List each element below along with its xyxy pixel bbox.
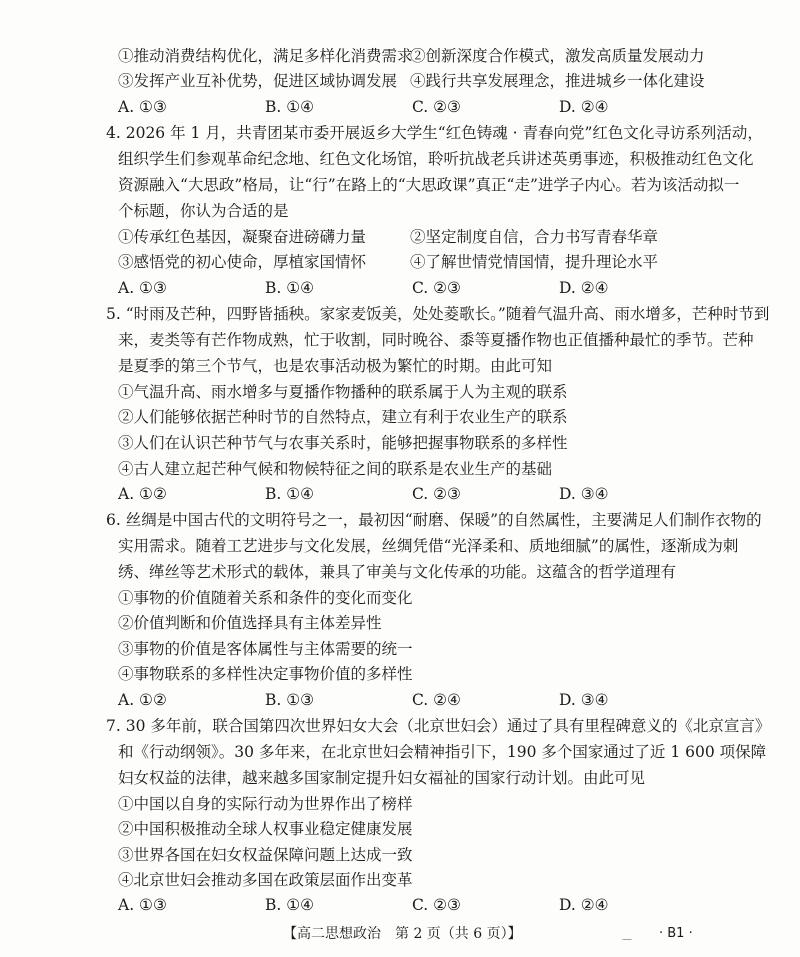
- q7-stem-line-2: 和《行动纲领》。30 多年来，在北京世妇会精神指引下，190 多个国家通过了近 1 600 项保障: [118, 743, 767, 761]
- q3-choice-a: A. ①③: [118, 98, 167, 116]
- q3-option-row-1: [0, 44, 800, 68]
- q3-option-row-2: [0, 69, 800, 93]
- q3-choices: [0, 95, 800, 119]
- footer-mark: —: [622, 934, 632, 945]
- q7-stem-line-1: 7. 30 多年前，联合国第四次世界妇女大会（北京世妇会）通过了具有里程碑意义的《北京宣言》: [106, 717, 771, 735]
- q7-stem-line-3: 妇女权益的法律，越来越多国家制定提升妇女福祉的国家行动计划。由此可见: [118, 769, 646, 787]
- q3-choice-d: D. ②④: [559, 98, 609, 116]
- q7-choices: [0, 893, 800, 917]
- q7-option-3: ③世界各国在妇女权益保障问题上达成一致: [118, 846, 413, 864]
- q4-stem-line-3: 资源融入“大思政”格局，让“行”在路上的“大思政课”真正“走”进学子内心。若为该活动拟一: [118, 176, 740, 194]
- q7-choice-b: B. ①④: [265, 896, 315, 914]
- q5-stem-line-3: 是夏季的第三个节气，也是农事活动极为繁忙的时期。由此可知: [118, 357, 553, 375]
- q3-option-4: ④践行共享发展理念，推进城乡一体化建设: [410, 72, 705, 90]
- q4-choice-b: B. ①④: [265, 279, 315, 297]
- q6-stem-line-2: 实用需求。随着工艺进步与文化发展，丝绸凭借“光泽柔和、质地细腻”的属性，逐渐成为刺: [118, 537, 739, 555]
- q6-stem-line-3: 绣、缂丝等艺术形式的载体，兼具了审美与文化传承的功能。这蕴含的哲学道理有: [118, 563, 677, 581]
- q7-choice-c: C. ②③: [412, 896, 461, 914]
- q7-choice-d: D. ②④: [559, 896, 609, 914]
- q5-option-1: ①气温升高、雨水增多与夏播作物播种的联系属于人为主观的联系: [118, 383, 568, 401]
- q5-choice-c: C. ②③: [412, 485, 461, 503]
- footer-page-info: 【高二思想政治 第 2 页（共 6 页）】: [283, 926, 522, 942]
- q4-choice-d: D. ②④: [559, 279, 609, 297]
- q3-choice-c: C. ②③: [412, 98, 461, 116]
- q4-choice-a: A. ①③: [118, 279, 167, 297]
- q7-choice-a: A. ①③: [118, 896, 167, 914]
- q5-choices: [0, 482, 800, 506]
- q5-option-2: ②人们能够依据芒种时节的自然特点，建立有利于农业生产的联系: [118, 408, 568, 426]
- q6-option-2: ②价值判断和价值选择具有主体差异性: [118, 614, 382, 632]
- q6-stem-line-1: 6. 丝绸是中国古代的文明符号之一，最初因“耐磨、保暖”的自然属性，主要满足人们制作衣物的: [106, 511, 762, 529]
- q4-option-row-1: [0, 225, 800, 249]
- q6-option-3: ③事物的价值是客体属性与主体需要的统一: [118, 640, 413, 658]
- q6-choice-b: B. ①③: [265, 691, 315, 709]
- q3-option-3: ③发挥产业互补优势，促进区域协调发展: [118, 72, 398, 90]
- q4-option-row-2: [0, 250, 800, 274]
- q6-option-1: ①事物的价值随着关系和条件的变化而变化: [118, 589, 413, 607]
- q5-choice-d: D. ③④: [559, 485, 609, 503]
- q5-option-4: ④古人建立起芒种气候和物候特征之间的联系是农业生产的基础: [118, 460, 553, 478]
- q5-stem-line-1: 5. “时雨及芒种，四野皆插秧。家家麦饭美，处处菱歌长。”随着气温升高、雨水增多，芒种时节到: [106, 305, 770, 323]
- q4-option-2: ②坚定制度自信，合力书写青春华章: [410, 228, 659, 246]
- q6-choice-d: D. ③④: [559, 691, 609, 709]
- q4-option-1: ①传承红色基因，凝聚奋进磅礴力量: [118, 228, 367, 246]
- q4-option-4: ④了解世情党情国情，提升理论水平: [410, 253, 659, 271]
- q5-option-3: ③人们在认识芒种节气与农事关系时，能够把握事物联系的多样性: [118, 434, 568, 452]
- q4-option-3: ③感悟党的初心使命，厚植家国情怀: [118, 253, 367, 271]
- q7-option-1: ①中国以自身的实际行动为世界作出了榜样: [118, 795, 413, 813]
- q3-option-2: ②创新深度合作模式，激发高质量发展动力: [410, 47, 705, 65]
- q5-choice-b: B. ①④: [265, 485, 315, 503]
- q5-stem-line-2: 来，麦类等有芒作物成熟，忙于收割，同时晚谷、黍等夏播作物也正值播种最忙的季节。芒种: [118, 331, 754, 349]
- q6-choices: [0, 688, 800, 712]
- q4-stem-line-4: 个标题，你认为合适的是: [118, 202, 289, 220]
- q4-stem-line-1: 4. 2026 年 1 月，共青团某市委开展返乡大学生“红色铸魂 · 青春向党”红色文化寻访系列活动，: [106, 124, 763, 142]
- q4-choice-c: C. ②③: [412, 279, 461, 297]
- q7-option-2: ②中国积极推动全球人权事业稳定健康发展: [118, 820, 413, 838]
- footer-code: · B1 ·: [659, 926, 693, 941]
- q6-option-4: ④事物联系的多样性决定事物价值的多样性: [118, 665, 413, 683]
- q6-choice-a: A. ①②: [118, 691, 167, 709]
- q4-choices: [0, 276, 800, 300]
- q4-stem-line-2: 组织学生们参观革命纪念地、红色文化场馆，聆听抗战老兵讲述英勇事迹，积极推动红色文化: [118, 150, 754, 168]
- q7-option-4: ④北京世妇会推动多国在政策层面作出变革: [118, 871, 413, 889]
- q3-option-1: ①推动消费结构优化，满足多样化消费需求: [118, 47, 413, 65]
- q3-choice-b: B. ①④: [265, 98, 315, 116]
- q6-choice-c: C. ②④: [412, 691, 461, 709]
- q5-choice-a: A. ①②: [118, 485, 167, 503]
